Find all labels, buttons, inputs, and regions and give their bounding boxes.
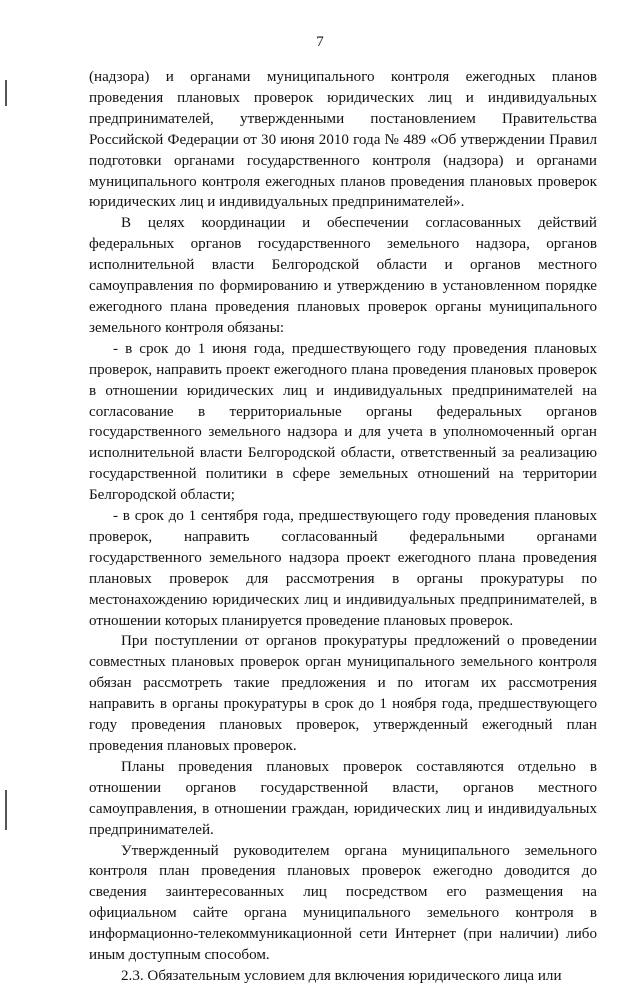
- page-number: 7: [316, 34, 324, 50]
- scan-margin-mark-bottom: [5, 790, 7, 830]
- paragraph-continuation: (надзора) и органами муниципального контроля ежегодных планов проведения плановых проверок юридических лиц и индивидуальных предпринимателей, утвержденными постановлением Правительства Российской Федерации от 30 июня 2010 года № 489 «Об утверждении Правил подготовки органами государственного контроля (надзора) и органами муниципального контроля ежегодных планов проведения плановых проверок юридических лиц и индивидуальных предпринимателей».: [89, 69, 597, 211]
- paragraph-plan-publication: Утвержденный руководителем органа муниципального земельного контроля план проведения плановых проверок ежегодно доводится до сведения заинтересованных лиц посредством его размещения на официальном сайте органа муниципального земельного контроля в информационно-телекоммуникационной сети Интернет (при наличии) либо иным доступным способом.: [89, 842, 597, 964]
- document-body: [89, 67, 597, 987]
- list-item-june-deadline: - в срок до 1 июня года, предшествующего году проведения плановых проверок, направить проект ежегодного плана проведения плановых проверок в отношении юридических лиц и индивидуальных предпринимателей на согласование в территориальные органы федеральных органов государственного земельного надзора и для учета в уполномоченный орган исполнительной власти Белгородской области, ответственный за реализацию государственной политики в сфере земельных отношений на территории Белгородской области;: [89, 340, 597, 504]
- scan-margin-mark-top: [5, 80, 7, 106]
- paragraph-prosecutor-proposals: При поступлении от органов прокуратуры предложений о проведении совместных плановых проверок орган муниципального земельного контроля обязан рассмотреть такие предложения и по итогам их рассмотрения направить в органы прокуратуры в срок до 1 ноября года, предшествующего году проведения плановых проверок, утвержденный ежегодный план проведения плановых проверок.: [89, 633, 597, 754]
- paragraph-section-2-3: 2.3. Обязательным условием для включения юридического лица или: [121, 967, 562, 984]
- list-item-september-deadline: - в срок до 1 сентября года, предшествующего году проведения плановых проверок, направить согласованный федеральными органами государственного земельного надзора проект ежегодного плана проведения плановых проверок для рассмотрения в органы прокуратуры по местонахождению юридических лиц и индивидуальных предпринимателей, в отношении которых планируется проведение плановых проверок.: [89, 508, 597, 629]
- paragraph-plans-separate: Планы проведения плановых проверок составляются отдельно в отношении органов государственной власти, органов местного самоуправления, в отношении граждан, юридических лиц и индивидуальных предпринимателей.: [89, 758, 597, 838]
- paragraph-coordination: В целях координации и обеспечении согласованных действий федеральных органов государственного земельного надзора, органов исполнительной власти Белгородской области и органов местного самоуправления по формированию и утверждению в установленном порядке ежегодного плана проведения плановых проверок органы муниципального земельного контроля обязаны:: [89, 215, 597, 336]
